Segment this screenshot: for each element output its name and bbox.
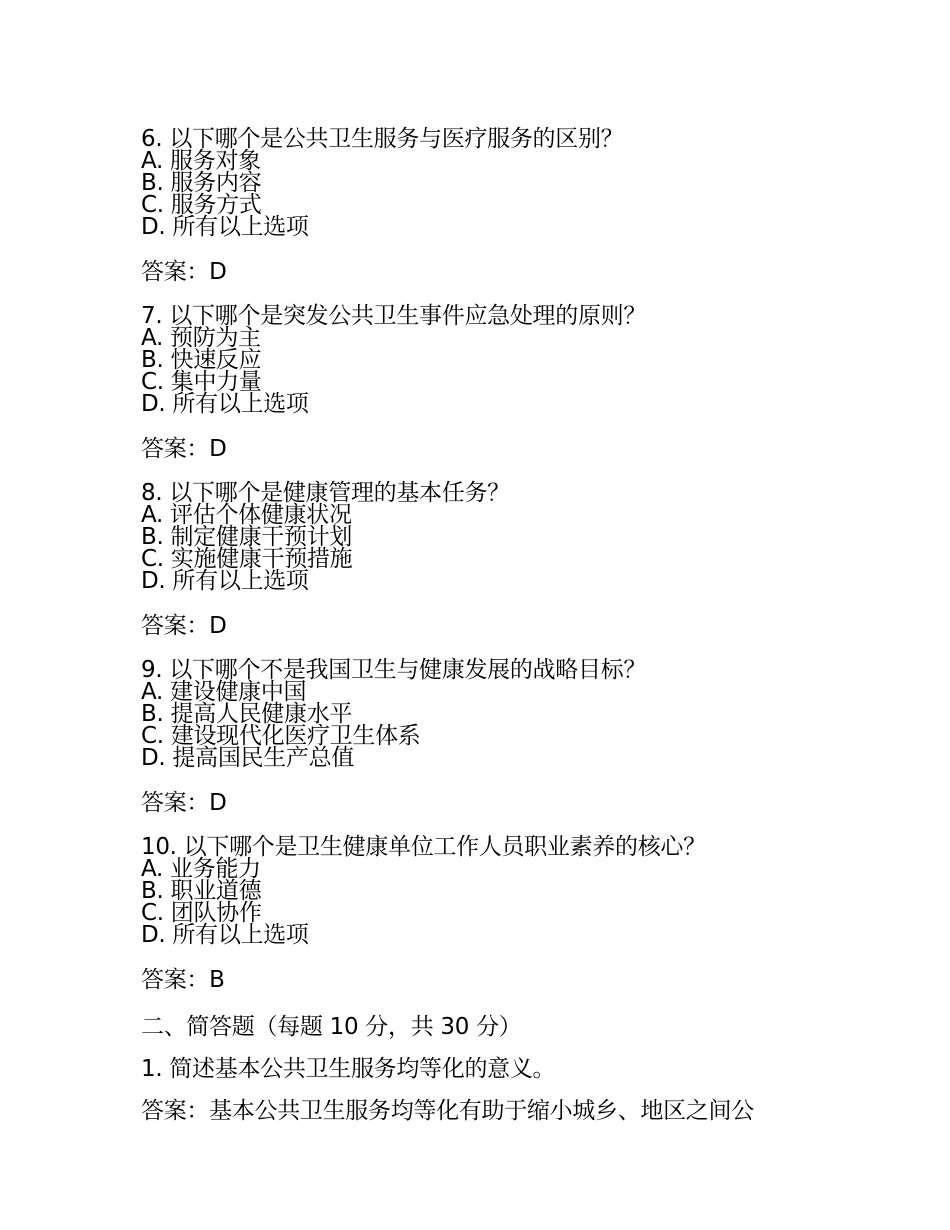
option-b: B. 制定健康干预计划	[141, 524, 353, 550]
option-b: B. 快速反应	[141, 347, 262, 373]
section-heading: 二、简答题（每题 10 分，共 30 分）	[141, 1014, 522, 1040]
question-stem: 10. 以下哪个是卫生健康单位工作人员职业素养的核心？	[141, 834, 706, 860]
short-answer-1: 答案：基本公共卫生服务均等化有助于缩小城乡、地区之间公	[141, 1098, 754, 1124]
option-d: D. 所有以上选项	[141, 922, 309, 948]
option-a: A. 服务对象	[141, 148, 261, 174]
option-d: D. 提高国民生产总值	[141, 745, 355, 771]
question-stem: 7. 以下哪个是突发公共卫生事件应急处理的原则？	[141, 303, 647, 329]
answer-text: 答案：B	[141, 967, 225, 993]
option-a: A. 预防为主	[141, 325, 261, 351]
question-stem: 8. 以下哪个是健康管理的基本任务？	[141, 480, 510, 506]
question-7	[141, 305, 841, 463]
answer-text: 答案：D	[141, 613, 227, 639]
option-c: C. 服务方式	[141, 192, 262, 218]
option-c: C. 集中力量	[141, 369, 262, 395]
option-a: A. 业务能力	[141, 856, 261, 882]
document-content	[141, 128, 841, 1139]
short-question-1: 1. 简述基本公共卫生服务均等化的意义。	[141, 1056, 556, 1082]
option-c: C. 建设现代化医疗卫生体系	[141, 723, 421, 749]
option-d: D. 所有以上选项	[141, 214, 309, 240]
option-c: C. 团队协作	[141, 900, 262, 926]
question-9	[141, 659, 841, 817]
question-6	[141, 128, 841, 286]
option-d: D. 所有以上选项	[141, 568, 309, 594]
option-d: D. 所有以上选项	[141, 391, 309, 417]
question-stem: 6. 以下哪个是公共卫生服务与医疗服务的区别？	[141, 126, 624, 152]
answer-text: 答案：D	[141, 436, 227, 462]
option-b: B. 职业道德	[141, 878, 262, 904]
answer-text: 答案：D	[141, 259, 227, 285]
question-stem: 9. 以下哪个不是我国卫生与健康发展的战略目标？	[141, 657, 647, 683]
option-b: B. 服务内容	[141, 170, 262, 196]
option-a: A. 评估个体健康状况	[141, 502, 352, 528]
option-b: B. 提高人民健康水平	[141, 701, 353, 727]
option-a: A. 建设健康中国	[141, 679, 307, 705]
answer-text: 答案：D	[141, 790, 227, 816]
option-c: C. 实施健康干预措施	[141, 546, 353, 572]
question-8	[141, 482, 841, 640]
question-10	[141, 836, 841, 994]
